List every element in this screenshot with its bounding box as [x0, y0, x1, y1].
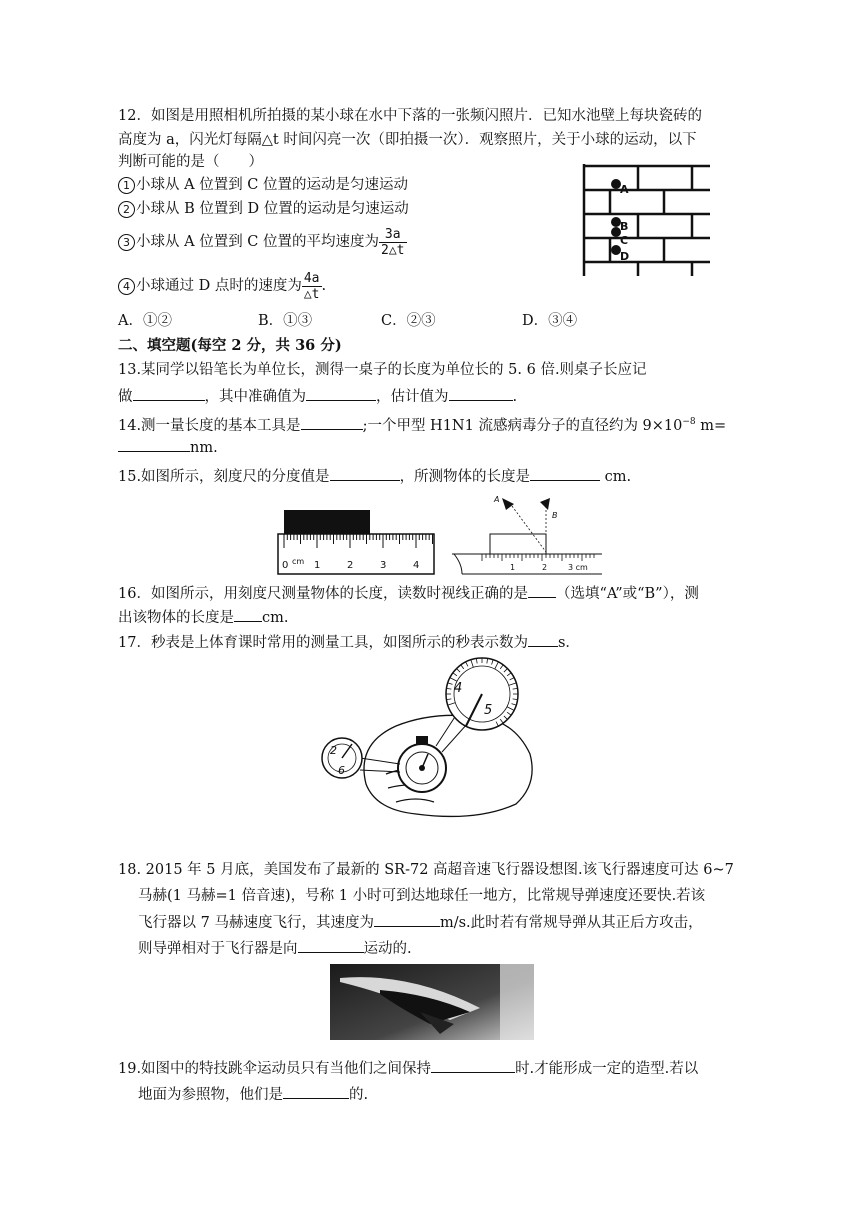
- svg-text:3 cm: 3 cm: [568, 563, 588, 572]
- q16-line1: 16．如图所示，用刻度尺测量物体的长度，读数时视线正确的是 （选填“A”或“B”），测: [118, 583, 699, 604]
- label-d: D: [620, 250, 630, 263]
- svg-text:cm: cm: [292, 557, 305, 566]
- circled-number: 3: [118, 234, 135, 251]
- fraction-4a-over-dt: $\frac{4a}{\triangle t}$: [303, 270, 320, 302]
- svg-text:1: 1: [510, 563, 516, 572]
- measured-object: [490, 534, 546, 554]
- q12-option-d: D．③④: [522, 313, 578, 329]
- svg-text:1: 1: [314, 560, 321, 571]
- svg-text:2: 2: [347, 560, 354, 571]
- answer-blank[interactable]: [374, 912, 440, 927]
- answer-blank[interactable]: [306, 386, 376, 401]
- svg-text:5: 5: [484, 703, 493, 718]
- q16-line2: 出该物体的长度是 cm.: [118, 607, 288, 628]
- answer-blank[interactable]: [301, 415, 363, 430]
- svg-text:4: 4: [454, 681, 463, 696]
- label-c: C: [620, 234, 629, 247]
- q12-option-a: A．①②: [118, 313, 172, 329]
- brick-wall-figure: [580, 162, 712, 278]
- answer-blank[interactable]: [298, 938, 364, 953]
- q12-line1: 12．如图是用照相机所拍摄的某小球在水中下落的一张频闪照片．已知水池壁上每块瓷砖的: [118, 108, 702, 124]
- section-2-title: 二、填空题(每空 2 分，共 36 分): [118, 337, 342, 354]
- q12-statement-1: [118, 175, 408, 195]
- circled-number: 1: [118, 177, 135, 194]
- stopwatch-crown: [416, 736, 428, 744]
- answer-blank[interactable]: [528, 632, 558, 647]
- svg-text:3: 3: [380, 560, 387, 571]
- statement-text: 小球通过 D 点时的速度为: [136, 278, 302, 294]
- q17-line1: 17．秒表是上体育课时常用的测量工具，如图所示的秒表示数为 s．: [118, 632, 580, 653]
- q13-line1: 13.某同学以铅笔长为单位长，测得一桌子的长度为单位长的 5. 6 倍.则桌子长应记: [118, 362, 647, 378]
- circled-number: 2: [118, 201, 135, 218]
- aircraft-photo: [330, 964, 534, 1040]
- statement-text: 小球从 A 位置到 C 位置的平均速度为: [136, 234, 380, 250]
- label-b: B: [620, 220, 629, 233]
- q19-line2: 地面为参照物，他们是 的.: [138, 1084, 368, 1105]
- q12-line2: 高度为 a，闪光灯每隔△t 时间闪亮一次（即拍摄一次）．观察照片，关于小球的运动，以下: [118, 132, 697, 148]
- answer-blank[interactable]: [330, 466, 400, 481]
- eye-b-icon: [540, 498, 550, 510]
- measured-block: [284, 510, 370, 534]
- q18-line4: 则导弹相对于飞行器是向 运动的.: [138, 938, 412, 959]
- answer-blank[interactable]: [133, 386, 205, 401]
- q15-line1: 15.如图所示，刻度尺的分度值是 ，所测物体的长度是 cm.: [118, 466, 631, 487]
- answer-blank[interactable]: [528, 583, 556, 598]
- statement-text: 小球从 A 位置到 C 位置的运动是匀速运动: [136, 177, 409, 193]
- svg-text:2: 2: [330, 744, 337, 757]
- ruler-figure-1: [270, 508, 436, 578]
- eye-a-icon: [502, 498, 514, 510]
- q12-statement-3: [118, 224, 407, 260]
- q12-line3: 判断可能的是（ ）: [118, 154, 263, 170]
- svg-text:2: 2: [542, 563, 548, 572]
- eye-label-b: B: [552, 511, 558, 520]
- svg-text:0: 0: [282, 560, 289, 571]
- q14-line1: 14.测一量长度的基本工具是 ;一个甲型 H1N1 流感病毒分子的直径约为 $9\times 10^{-8}$ m=: [118, 412, 726, 436]
- answer-blank[interactable]: [283, 1084, 349, 1099]
- q18-line3: 飞行器以 7 马赫速度飞行，其速度为 m/s.此时若有常规导弹从其正后方攻击，: [138, 912, 703, 933]
- svg-text:6: 6: [338, 764, 345, 777]
- ruler: [278, 534, 434, 574]
- q18-line2: 马赫(1 马赫=1 倍音速)，号称 1 小时可到达地球任一地方，比常规导弹速度还要快.若该: [138, 888, 706, 904]
- answer-blank[interactable]: [530, 466, 600, 481]
- svg-text:4: 4: [413, 560, 420, 571]
- q19-line1: 19.如图中的特技跳伞运动员只有当他们之间保持 时.才能形成一定的造型.若以: [118, 1058, 698, 1079]
- answer-blank[interactable]: [234, 607, 262, 622]
- answer-blank[interactable]: [118, 437, 190, 452]
- fraction-3a-over-2dt: $\frac{3a}{2\triangle t}$: [381, 226, 405, 258]
- q12-statement-2: [118, 199, 409, 219]
- exponent: −8: [682, 417, 696, 427]
- q12-option-b: B．①③: [258, 313, 313, 329]
- q12-option-c: C．②③: [381, 313, 436, 329]
- answer-blank[interactable]: [449, 386, 513, 401]
- q18-line1: 18. 2015 年 5 月底，美国发布了最新的 SR-72 高超音速飞行器设想图.该飞行器速度可达 6~7: [118, 862, 734, 878]
- ruler-figure-2: [452, 492, 604, 580]
- q13-line2: 做 ，其中准确值为 ，估计值为 .: [118, 386, 517, 407]
- eye-label-a: A: [494, 495, 500, 504]
- statement-text: 小球从 B 位置到 D 位置的运动是匀速运动: [136, 201, 409, 217]
- label-a: A: [620, 183, 629, 196]
- circled-number: 4: [118, 278, 135, 295]
- stopwatch-figure: [316, 654, 546, 824]
- answer-blank[interactable]: [431, 1058, 515, 1073]
- q12-statement-4: 4 小球通过 D 点时的速度为 $\frac{4a}{\triangle t}$ .: [118, 268, 326, 304]
- q14-line2: nm.: [118, 437, 218, 458]
- hand-outline: [364, 715, 532, 816]
